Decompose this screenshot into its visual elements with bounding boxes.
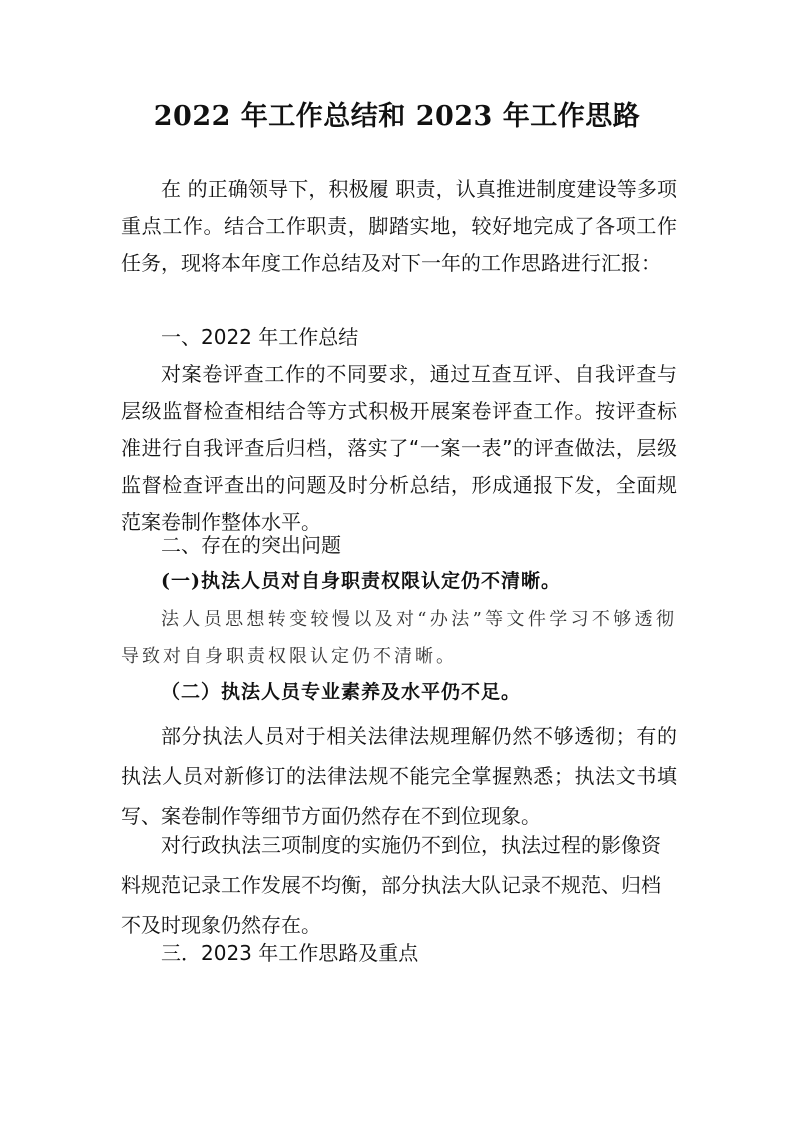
subsection-2-body-2: 对行政执法三项制度的实施仍不到位，执法过程的影像资料规范记录工作发展不均衡，部分执法大队记录不规范、归档不及时现象仍然存在。 bbox=[121, 833, 661, 937]
section-3-heading: 三．2023 年工作思路及重点 bbox=[161, 941, 419, 965]
subsection-2-heading: （二）执法人员专业素养及水平仍不足。 bbox=[161, 681, 522, 703]
section-1-body: 对案卷评查工作的不同要求，通过互查互评、自我评查与层级监督检查相结合等方式积极开展案卷评查工作。按评查标准进行自我评查后归档，落实了“一案一表”的评查做法，层级监督检查评查出的问题及时分析总结，形成通报下发，全面规范案卷制作整体水平。 bbox=[121, 362, 677, 534]
subsection-1-heading: (一)执法人员对自身职责权限认定仍不清晰。 bbox=[161, 570, 561, 592]
document-title: 2022 年工作总结和 2023 年工作思路 bbox=[153, 101, 641, 132]
section-2-heading: 二、存在的突出问题 bbox=[161, 533, 341, 557]
subsection-1-body: 法人员思想转变较慢以及对“办法”等文件学习不够透彻导致对自身职责权限认定仍不清晰。 bbox=[121, 609, 677, 667]
intro-paragraph: 在 的正确领导下，积极履 职责，认真推进制度建设等多项重点工作。结合工作职责，脚踏实地，较好地完成了各项工作任务，现将本年度工作总结及对下一年的工作思路进行汇报： bbox=[121, 177, 677, 275]
section-1-heading: 一、2022 年工作总结 bbox=[161, 325, 359, 349]
subsection-2-body-1: 部分执法人员对于相关法律法规理解仍然不够透彻；有的执法人员对新修订的法律法规不能完全掌握熟悉；执法文书填写、案卷制作等细节方面仍然存在不到位现象。 bbox=[121, 724, 677, 828]
